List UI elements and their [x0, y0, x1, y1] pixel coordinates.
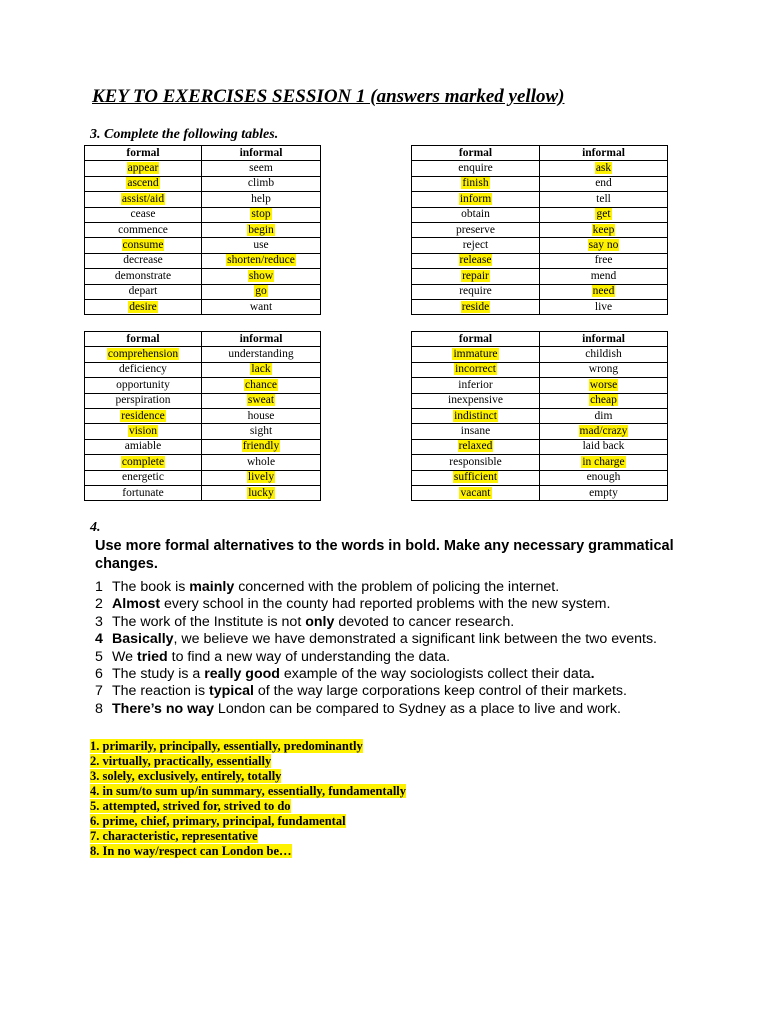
word: end	[595, 177, 612, 190]
highlighted-answer: desire	[129, 300, 157, 313]
vocab-table-3	[84, 331, 321, 501]
highlighted-answer: go	[255, 285, 267, 298]
cell-informal	[202, 393, 321, 408]
answer-item	[90, 799, 406, 814]
table-row	[412, 424, 668, 439]
sentence-number: 4	[95, 631, 103, 648]
table-row	[85, 192, 321, 207]
column-header-formal: formal	[85, 332, 202, 347]
cell-informal	[202, 269, 321, 284]
highlighted-answer: lack	[251, 363, 271, 376]
sentence-item	[95, 596, 735, 613]
cell-formal	[85, 455, 202, 470]
sentence-text: We	[112, 648, 137, 665]
column-header-informal: informal	[202, 146, 321, 161]
table-row	[412, 362, 668, 377]
sentence-text: of the way large corporations keep control of their markets.	[253, 683, 627, 700]
sentence-item	[95, 579, 735, 596]
cell-informal	[540, 253, 668, 268]
sentence-number: 7	[95, 683, 103, 700]
table-row	[412, 176, 668, 191]
cell-informal	[202, 362, 321, 377]
highlighted-answer: lucky	[248, 486, 274, 499]
table-row	[412, 408, 668, 423]
highlighted-answer: assist/aid	[121, 192, 165, 205]
answer-item	[90, 829, 406, 844]
word: live	[594, 300, 613, 313]
cell-formal	[85, 439, 202, 454]
sentence-text: The study is a	[112, 666, 205, 683]
highlighted-answer: residence	[121, 409, 165, 422]
cell-formal	[412, 284, 540, 299]
table-row	[412, 269, 668, 284]
vocab-table-1	[84, 145, 321, 315]
cell-informal	[202, 207, 321, 222]
vocab-table-4	[411, 331, 668, 501]
highlighted-answer: ascend	[127, 177, 159, 190]
cell-informal	[540, 408, 668, 423]
cell-informal	[202, 299, 321, 314]
sentence-text: devoted to cancer research.	[334, 613, 515, 630]
word: help	[251, 192, 271, 205]
word: whole	[246, 455, 276, 468]
bold-word: typical	[209, 683, 254, 700]
highlighted-answer: release	[459, 254, 492, 267]
table-row	[412, 347, 668, 362]
highlighted-answer: shorten/reduce	[227, 254, 295, 267]
table-row	[85, 362, 321, 377]
cell-formal	[412, 470, 540, 485]
table-row	[85, 299, 321, 314]
bold-word: Basically	[112, 631, 174, 648]
table-row	[85, 269, 321, 284]
sentence-item	[95, 701, 735, 718]
word: sight	[249, 425, 273, 438]
table-row	[412, 439, 668, 454]
sentence-text: The reaction is	[112, 683, 209, 700]
cell-informal	[202, 238, 321, 253]
exercise-4-answers	[90, 739, 406, 859]
sentence-item	[95, 683, 735, 700]
word: inexpensive	[448, 394, 503, 407]
cell-informal	[540, 485, 668, 500]
word: deficiency	[119, 363, 167, 376]
word: use	[253, 239, 269, 252]
cell-informal	[202, 455, 321, 470]
highlighted-answer: need	[592, 285, 615, 298]
cell-formal	[412, 299, 540, 314]
word: seem	[249, 162, 273, 175]
highlighted-answer: get	[596, 208, 611, 221]
highlighted-answer: 4. in sum/to sum up/in summary, essentially, fundamentally	[90, 784, 407, 798]
cell-formal	[85, 470, 202, 485]
cell-informal	[540, 284, 668, 299]
cell-informal	[540, 222, 668, 237]
highlighted-answer: friendly	[242, 440, 280, 453]
sentence-item	[95, 631, 735, 648]
word: empty	[589, 486, 618, 499]
highlighted-answer: vision	[128, 425, 158, 438]
cell-informal	[540, 299, 668, 314]
cell-formal	[85, 207, 202, 222]
table-row	[85, 455, 321, 470]
word: wrong	[588, 363, 619, 376]
cell-formal	[85, 176, 202, 191]
exercise-4-number: 4.	[90, 520, 101, 535]
cell-formal	[85, 222, 202, 237]
table-row	[412, 192, 668, 207]
answer-item	[90, 814, 406, 829]
word: insane	[460, 425, 491, 438]
highlighted-answer: repair	[462, 269, 489, 282]
table-row	[412, 222, 668, 237]
word: reject	[462, 239, 489, 252]
word: understanding	[228, 348, 294, 361]
word: free	[594, 254, 613, 267]
table-row	[85, 408, 321, 423]
word: preserve	[456, 223, 495, 236]
cell-informal	[202, 222, 321, 237]
cell-informal	[202, 176, 321, 191]
cell-formal	[85, 284, 202, 299]
highlighted-answer: ask	[595, 162, 612, 175]
sentence-text: The book is	[112, 579, 190, 595]
table-row	[85, 485, 321, 500]
word: dim	[594, 409, 613, 422]
sentence-text: example of the way sociologists collect their data	[279, 666, 591, 683]
highlighted-answer: vacant	[460, 486, 491, 499]
cell-formal	[412, 485, 540, 500]
vocab-table-2	[411, 145, 668, 315]
word: cease	[130, 208, 156, 221]
cell-formal	[85, 393, 202, 408]
bold-word: only	[305, 613, 335, 630]
highlighted-answer: mad/crazy	[579, 425, 628, 438]
table-row	[85, 470, 321, 485]
cell-informal	[202, 347, 321, 362]
cell-formal	[412, 424, 540, 439]
bold-word: There’s no way	[112, 700, 214, 717]
highlighted-answer: appear	[127, 162, 159, 175]
word: inferior	[458, 378, 493, 391]
table-row	[412, 455, 668, 470]
word: require	[459, 285, 492, 298]
cell-informal	[202, 192, 321, 207]
cell-formal	[85, 253, 202, 268]
bold-word: Almost	[112, 596, 161, 613]
exercise-4-instruction: Use more formal alternatives to the words in bold. Make any necessary grammatical changes.	[95, 538, 674, 572]
highlighted-answer: 2. virtually, practically, essentially	[90, 754, 272, 768]
table-row	[85, 176, 321, 191]
highlighted-answer: stop	[251, 208, 271, 221]
cell-informal	[540, 393, 668, 408]
cell-informal	[202, 439, 321, 454]
word: childish	[585, 348, 622, 361]
table-row	[412, 378, 668, 393]
cell-formal	[85, 378, 202, 393]
highlighted-answer: worse	[589, 378, 618, 391]
highlighted-answer: begin	[248, 223, 274, 236]
cell-informal	[202, 485, 321, 500]
sentence-text: , we believe we have demonstrated a significant link between the two events.	[173, 631, 657, 648]
cell-informal	[202, 424, 321, 439]
table-row	[85, 393, 321, 408]
word: tell	[596, 192, 611, 205]
sentence-text: to find a new way of understanding the data.	[167, 648, 451, 665]
column-header-informal: informal	[540, 146, 668, 161]
highlighted-answer: show	[248, 269, 274, 282]
cell-formal	[412, 393, 540, 408]
cell-formal	[412, 347, 540, 362]
sentence-item	[95, 614, 735, 631]
word: decrease	[123, 254, 163, 267]
cell-informal	[540, 347, 668, 362]
word: climb	[247, 177, 275, 190]
answer-item	[90, 739, 406, 754]
highlighted-answer: say no	[588, 239, 619, 252]
answer-item	[90, 754, 406, 769]
bold-word: .	[590, 666, 595, 683]
cell-formal	[85, 192, 202, 207]
cell-formal	[412, 222, 540, 237]
cell-informal	[540, 424, 668, 439]
highlighted-answer: reside	[461, 300, 490, 313]
table-row	[412, 284, 668, 299]
sentence-text: every school in the county had reported problems with the new system.	[160, 596, 611, 613]
word: want	[249, 300, 273, 313]
column-header-formal: formal	[412, 332, 540, 347]
exercise-4-sentences	[95, 579, 735, 718]
cell-formal	[412, 253, 540, 268]
highlighted-answer: 8. In no way/respect can London be…	[90, 844, 292, 858]
cell-formal	[412, 269, 540, 284]
cell-formal	[412, 238, 540, 253]
highlighted-answer: 5. attempted, strived for, strived to do	[90, 799, 291, 813]
cell-formal	[85, 269, 202, 284]
highlighted-answer: chance	[245, 378, 277, 391]
cell-formal	[412, 176, 540, 191]
table-row	[85, 378, 321, 393]
cell-formal	[412, 455, 540, 470]
sentence-text: The work of the Institute is not	[112, 613, 306, 630]
word: enquire	[458, 162, 493, 175]
highlighted-answer: complete	[121, 455, 165, 468]
cell-formal	[85, 362, 202, 377]
cell-formal	[85, 347, 202, 362]
word: fortunate	[122, 486, 164, 499]
cell-formal	[412, 192, 540, 207]
cell-informal	[202, 378, 321, 393]
column-header-formal: formal	[412, 146, 540, 161]
table-row	[412, 299, 668, 314]
table-row	[85, 424, 321, 439]
cell-informal	[540, 362, 668, 377]
cell-informal	[202, 470, 321, 485]
sentence-number: 1	[95, 579, 103, 595]
word: house	[247, 409, 275, 422]
sentence-number: 6	[95, 666, 103, 683]
word: mend	[590, 269, 617, 282]
cell-informal	[540, 378, 668, 393]
cell-formal	[412, 378, 540, 393]
highlighted-answer: incorrect	[455, 363, 496, 376]
table-row	[412, 161, 668, 176]
table-row	[412, 207, 668, 222]
cell-formal	[412, 408, 540, 423]
highlighted-answer: in charge	[582, 455, 625, 468]
word: laid back	[582, 440, 625, 453]
highlighted-answer: relaxed	[458, 440, 493, 453]
highlighted-answer: 7. characteristic, representative	[90, 829, 258, 843]
sentence-number: 5	[95, 648, 103, 665]
highlighted-answer: sufficient	[453, 471, 498, 484]
cell-formal	[412, 161, 540, 176]
table-row	[85, 284, 321, 299]
sentence-number: 2	[95, 596, 103, 613]
word: responsible	[449, 455, 502, 468]
table-row	[412, 253, 668, 268]
bold-word: really good	[204, 666, 280, 683]
cell-informal	[202, 284, 321, 299]
cell-formal	[85, 485, 202, 500]
table-row	[412, 470, 668, 485]
table-row	[85, 253, 321, 268]
cell-informal	[540, 269, 668, 284]
cell-formal	[85, 238, 202, 253]
cell-informal	[540, 470, 668, 485]
highlighted-answer: immature	[453, 348, 498, 361]
cell-informal	[540, 161, 668, 176]
highlighted-answer: consume	[122, 239, 164, 252]
table-row	[85, 238, 321, 253]
column-header-informal: informal	[540, 332, 668, 347]
column-header-informal: informal	[202, 332, 321, 347]
table-row	[85, 222, 321, 237]
cell-informal	[540, 192, 668, 207]
sentence-text: concerned with the problem of policing the internet.	[234, 579, 560, 595]
word: commence	[118, 223, 168, 236]
cell-informal	[202, 408, 321, 423]
cell-formal	[412, 207, 540, 222]
sentence-item	[95, 649, 735, 666]
highlighted-answer: inform	[459, 192, 492, 205]
word: opportunity	[116, 378, 170, 391]
table-row	[85, 207, 321, 222]
table-row	[412, 393, 668, 408]
sentence-item	[95, 666, 735, 683]
highlighted-answer: finish	[462, 177, 489, 190]
exercise-3-heading: 3. Complete the following tables.	[90, 127, 279, 142]
cell-formal	[412, 439, 540, 454]
cell-formal	[412, 362, 540, 377]
cell-informal	[540, 176, 668, 191]
column-header-formal: formal	[85, 146, 202, 161]
answer-item	[90, 769, 406, 784]
cell-formal	[85, 424, 202, 439]
answer-item	[90, 844, 406, 859]
cell-informal	[202, 161, 321, 176]
cell-informal	[540, 238, 668, 253]
sentence-number: 3	[95, 613, 103, 630]
word: depart	[128, 285, 158, 298]
highlighted-answer: comprehension	[107, 348, 179, 361]
table-row	[85, 347, 321, 362]
cell-formal	[85, 408, 202, 423]
cell-formal	[85, 299, 202, 314]
cell-informal	[202, 253, 321, 268]
sentence-number: 8	[95, 700, 103, 717]
highlighted-answer: 6. prime, chief, primary, principal, fundamental	[90, 814, 346, 828]
highlighted-answer: 3. solely, exclusively, entirely, totally	[90, 769, 282, 783]
bold-word: mainly	[189, 579, 235, 595]
highlighted-answer: cheap	[590, 394, 617, 407]
word: amiable	[124, 440, 162, 453]
word: enough	[586, 471, 621, 484]
cell-formal	[85, 161, 202, 176]
word: perspiration	[115, 394, 171, 407]
word: obtain	[461, 208, 490, 221]
word: energetic	[122, 471, 164, 484]
cell-informal	[540, 207, 668, 222]
cell-informal	[540, 439, 668, 454]
word: demonstrate	[114, 269, 172, 282]
table-row	[412, 485, 668, 500]
sentence-text: London can be compared to Sydney as a place to live and work.	[213, 700, 621, 717]
highlighted-answer: sweat	[247, 394, 275, 407]
highlighted-answer: lively	[247, 471, 275, 484]
cell-informal	[540, 455, 668, 470]
table-row	[85, 439, 321, 454]
table-row	[412, 238, 668, 253]
answer-item	[90, 784, 406, 799]
highlighted-answer: indistinct	[454, 409, 497, 422]
table-row	[85, 161, 321, 176]
highlighted-answer: 1. primarily, principally, essentially, predominantly	[90, 739, 363, 753]
page-title: KEY TO EXERCISES SESSION 1 (answers marked yellow)	[92, 86, 565, 107]
highlighted-answer: keep	[592, 223, 615, 236]
bold-word: tried	[136, 648, 168, 665]
